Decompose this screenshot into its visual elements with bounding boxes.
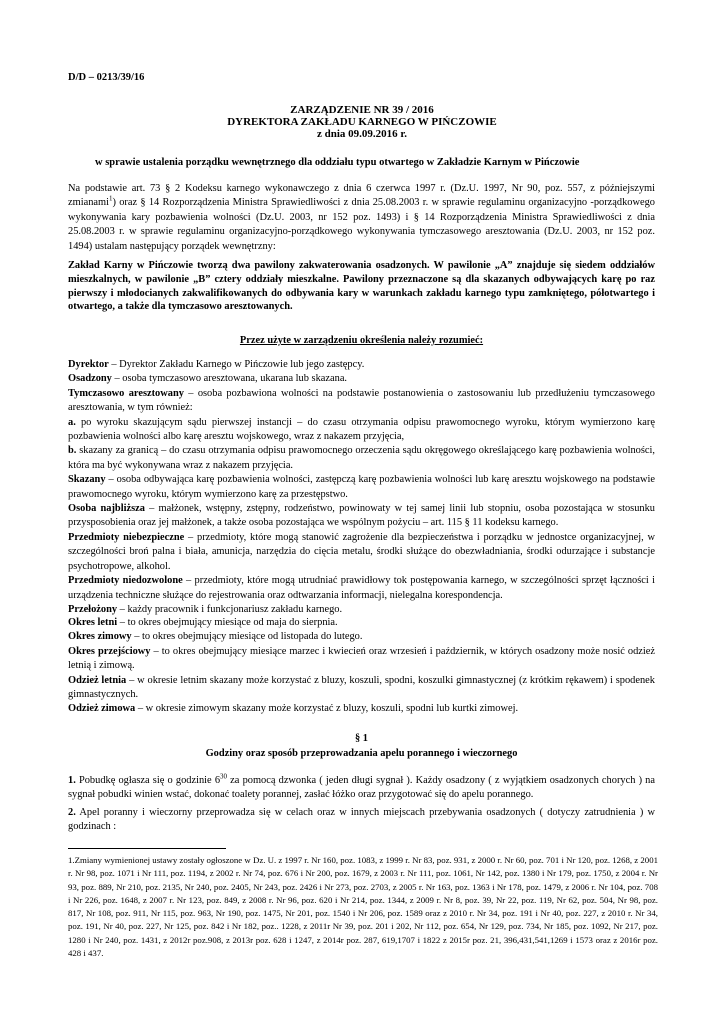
definitions-heading: Przez użyte w zarządzeniu określenia należy rozumieć: <box>239 335 484 346</box>
issuer-title: DYREKTORA ZAKŁADU KARNEGO W PIŃCZOWIE <box>227 116 497 128</box>
definition-item <box>68 387 655 416</box>
definition-item <box>68 372 655 386</box>
season-item <box>68 645 655 674</box>
season-term: Odzież letnia <box>68 674 127 686</box>
time-minutes: 30 <box>220 772 228 781</box>
definition-text: – osoba tymczasowo aresztowana, ukarana lub skazana. <box>111 373 348 385</box>
definition-text: – osoba pozbawiona wolności na podstawie postanowienia o zastosowaniu lub przedłużeniu tymczasowego aresztowania, w tym również: <box>68 387 655 414</box>
definition-item <box>68 416 655 445</box>
definition-term: Przełożony <box>68 603 118 615</box>
order-date: z dnia 09.09.2016 r. <box>316 128 408 140</box>
season-text: – to okres obejmujący miesiące od maja do sierpnia. <box>117 617 338 628</box>
footnote-separator <box>68 848 226 849</box>
legal-basis-paragraph <box>68 182 655 254</box>
paragraph-number: 1. <box>68 775 76 786</box>
seasons-list <box>68 616 655 717</box>
paragraph-text: Pobudkę ogłasza się o godzinie 6 <box>75 775 221 786</box>
definition-term: Przedmioty niedozwolone <box>68 575 183 587</box>
definition-text: – przedmioty, które mogą utrudniać prawidłowy tok postępowania karnego, w szczególności sprzęt łączności i urządzenia techniczne służące do rejestrowania oraz odtwarzania informacji, nielegalna korespondencja. <box>68 575 655 601</box>
section-number: § 1 <box>355 733 368 744</box>
definition-text: skazany za granicą – do czasu otrzymania odpisu prawomocnego orzeczenia sądu okręgowego określającego karę pozbawienia wolności, która ma być wykonywana wraz z nakazem przyjęcia. <box>68 445 655 471</box>
paragraph-text: Apel poranny i wieczorny przeprowadza się w celach oraz w innych miejscach przebywania osadzonych ( dotyczy zatrudnienia ) w godzinach : <box>68 807 655 833</box>
definition-item <box>68 531 655 574</box>
order-title: ZARZĄDZENIE NR 39 / 2016 <box>290 104 434 116</box>
definition-text: – Dyrektor Zakładu Karnego w Pińczowie lub jego zastępcy. <box>108 359 365 370</box>
definition-text: – każdy pracownik i funkcjonariusz zakładu karnego. <box>117 603 343 615</box>
season-item <box>68 702 655 716</box>
definition-term: Skazany <box>68 474 106 486</box>
order-subject: w sprawie ustalenia porządku wewnętrznego dla oddziału typu otwartego w Zakładzie Karnym w Pińczowie <box>95 157 580 168</box>
season-item <box>68 674 655 703</box>
season-term: Okres letni <box>68 617 118 628</box>
definition-text: po wyroku skazującym sądu pierwszej instancji – do czasu otrzymania odpisu prawomocnego wyroku, którym wymierzono karę pozbawienia wolności albo karę aresztu wojskowego, wraz z nakazem przyjęcia, <box>68 416 655 443</box>
season-text: – to okres obejmujący miesiące marzec i kwiecień oraz wrzesień i październik, w których osadzony może nosić odzież letnią i zimową. <box>68 645 655 672</box>
definition-term: b. <box>68 445 77 457</box>
definition-text: – przedmioty, które mogą stanowić zagrożenie dla bezpieczeństwa i porządku w jednostce organizacyjnej, w szczególności broń palna i biała, amunicja, narzędzia do cięcia metalu, środki służące do obezwładniania, środki odurzające i substancje psychotropowe, alkohol. <box>68 531 655 572</box>
season-term: Odzież zimowa <box>68 703 136 715</box>
definitions-list <box>68 358 655 617</box>
definition-item <box>68 444 655 473</box>
definition-term: Przedmioty niebezpieczne <box>68 531 185 543</box>
season-text: – to okres obejmujący miesiące od listopada do lutego. <box>131 631 363 643</box>
section-title: Godziny oraz sposób przeprowadzania apelu porannego i wieczornego <box>205 748 518 759</box>
section-paragraph-1 <box>68 774 655 803</box>
season-item <box>68 616 655 630</box>
definition-item <box>68 502 655 531</box>
season-term: Okres przejściowy <box>68 645 151 657</box>
pavilions-paragraph: Zakład Karny w Pińczowie tworzą dwa pawilony zakwaterowania osadzonych. W pawilonie „A” znajduje się siedem oddziałów mieszkalnych, w pawilonie „B” cztery oddziały mieszkalne. Pawilony przeznaczone są dla skazanych odbywających karę po raz pierwszy i młodocianych zakwalifikowanych do odbywania kary w warunkach zakładu karnego typu zamkniętego, półotwartego i otwartego, a także dla tymczasowo aresztowanych. <box>68 260 655 313</box>
definition-item <box>68 574 655 603</box>
season-text: – w okresie zimowym skazany może korzystać z bluzy, koszuli, spodni lub kurtki zimowej. <box>135 703 519 715</box>
legal-basis-text-2: ) oraz § 14 Rozporządzenia Ministra Sprawiedliwości z dnia 25.08.2003 r. w sprawie regulaminu organizacyjno -porządkowego wykonywania kary pozbawienia wolności (Dz.U. 2003, nr 152 poz. 1493) i § 14 Rozporządzenia Ministra Sprawiedliwości z dnia 25.08.2003 r. w sprawie regulaminu organizacyjno-porządkowego wykonywania tymczasowego aresztowania (Dz.U. 2003, nr 152 poz. 1494) ustalam następujący porządek wewnętrzny: <box>68 197 655 252</box>
season-text: – w okresie letnim skazany może korzystać z bluzy, koszuli, spodni, koszulki gimnastycznej (z krótkim rękawem) i spodenek gimnastycznych. <box>68 674 655 701</box>
legal-basis-text-1: Na podstawie art. 73 § 2 Kodeksu karnego wykonawczego z dnia 6 czerwca 1997 r. (Dz.U. 1997, Nr 90, poz. 557, z późniejszymi zmianami <box>68 183 655 209</box>
definition-item <box>68 473 655 502</box>
section-paragraph-2 <box>68 806 655 835</box>
season-item <box>68 630 655 644</box>
season-term: Okres zimowy <box>68 631 132 643</box>
definition-term: a. <box>68 416 76 428</box>
paragraph-number: 2. <box>68 807 76 818</box>
definition-text: – małżonek, wstępny, zstępny, rodzeństwo, powinowaty w tej samej linii lub stopniu, osoba pozostająca w stosunku przysposobienia oraz jej małżonek, a także osoba pozostająca we wspólnym pożyciu – art. 115 § 11 kodeksu karnego. <box>68 503 655 529</box>
footnote-reference: 1 <box>108 194 113 203</box>
paragraph-text: za pomocą dzwonka ( jeden długi sygnał ). Każdy osadzony ( z wyjątkiem osadzonych chorych ) na sygnał pobudki winien wstać, dokonać toalety porannej, zasłać łóżko oraz przygotować się do apelu porannego. <box>68 775 655 801</box>
document-reference: D/D – 0213/39/16 <box>68 72 145 83</box>
definition-term: Osoba najbliższa <box>68 503 145 515</box>
footnote: 1.Zmiany wymienionej ustawy zostały ogłoszone w Dz. U. z 1997 r. Nr 160, poz. 1083, z 1999 r. Nr 83, poz. 931, z 2000 r. Nr 60, poz. 701 i Nr 120, poz. 1268, z 2001 r. Nr 98, poz. 1071 i Nr 111, poz. 1194, z 2002 r. Nr 74, poz. 676 i Nr 200, poz. 1679, z 2003 r. Nr 111, poz. 1061, Nr 142, poz. 1380 i Nr 179, poz. 1750, z 2004 r. Nr 93, poz. 889, Nr 210, poz. 2135, Nr 240, poz. 2405, Nr 243, poz. 2426 i Nr 273, poz. 2703, z 2005 r. Nr 163, poz. 1363 i Nr 178, poz. 1479, z 2006 r. Nr 104, poz. 708 i Nr 226, poz. 1648, z 2007 r. Nr 123, poz. 849, z 2008 r. Nr 96, poz. 620 i Nr 214, poz. 1344, z 2009 r. Nr 8, poz. 39, Nr 22, poz. 119, Nr 62, poz. 504, Nr 98, poz. 817, Nr 108, poz. 911, Nr 115, poz. 963, Nr 190, poz. 1475, Nr 201, poz. 1540 i Nr 206, poz. 1589 oraz z 2010 r. Nr 34, poz. 191 i Nr 40, poz. 227, z 2010 r. Nr 34, poz. 191, Nr 40, poz. 227, Nr 125, poz. 842 i Nr 182, poz.. 1228, z 2011r Nr 39, poz. 201 i 202, Nr 112, poz. 654, Nr 129, poz. 734, Nr 185, poz. 1092, Nr 217, poz. 1280 i Nr 240, poz. 1431, z 2012r poz.908, z 2013r poz. 628 i 1247, z 2014r poz. 287, 619,1707 i 1822 z 2015r poz. 21, 396,431,541,1269 i 1573 oraz z 2016r poz. 428 i 437. <box>68 855 658 959</box>
definition-term: Dyrektor <box>68 359 109 370</box>
definition-term: Osadzony <box>68 373 112 385</box>
definition-item <box>68 358 655 372</box>
definition-text: – osoba odbywająca karę pozbawienia wolności, zastępczą karę pozbawienia wolności lub karę aresztu wojskowego na podstawie prawomocnego wyroku, którym wymierzono karę za przestępstwo. <box>68 474 655 500</box>
definition-term: Tymczasowo aresztowany <box>68 387 184 399</box>
